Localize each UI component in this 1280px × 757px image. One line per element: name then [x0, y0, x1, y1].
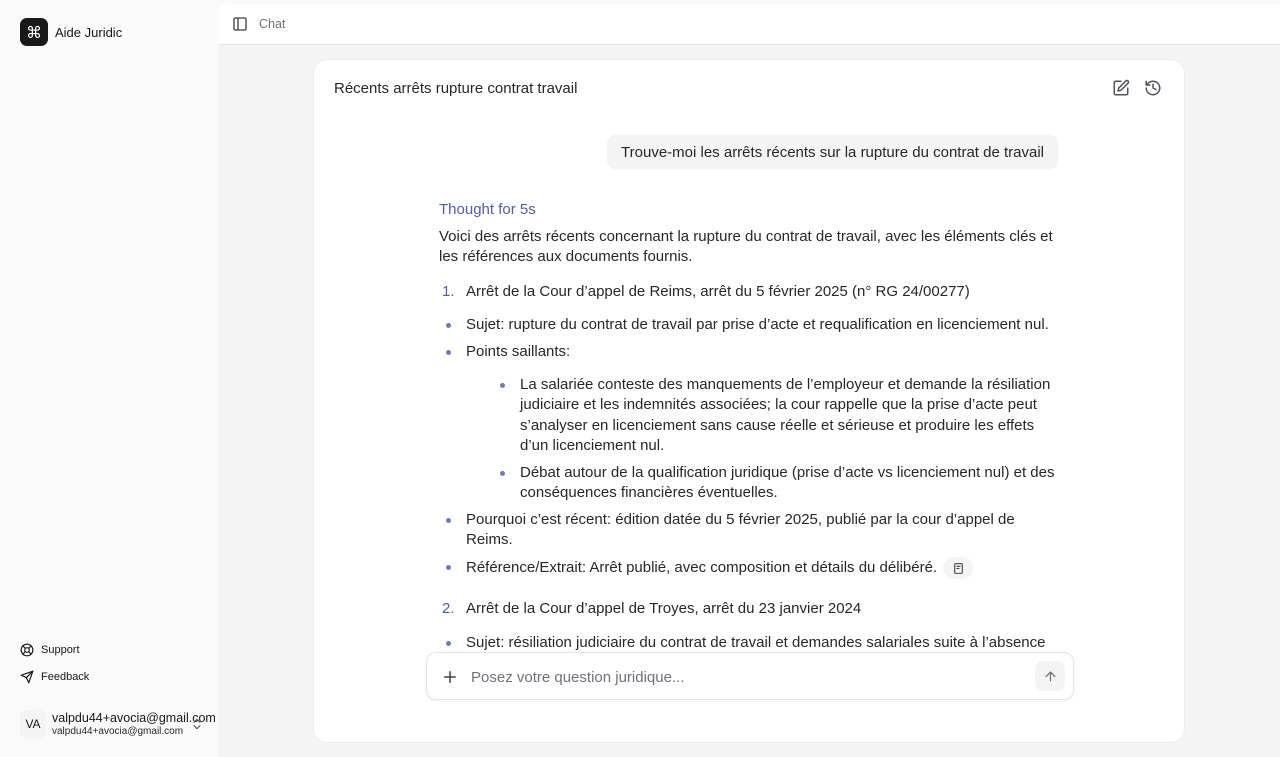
user-email: valpdu44+avocia@gmail.com [52, 726, 184, 737]
item-subject: Sujet: résiliation judiciaire du contrat de travail et demandes salariales suite à l’absence [439, 633, 1059, 674]
item-subject: Sujet: rupture du contrat de travail par prise d’acte et requalification en licenciement nul. [439, 315, 1059, 336]
main-panel [218, 4, 1280, 757]
command-icon: ⌘ [20, 18, 48, 46]
source-button[interactable] [943, 557, 973, 579]
point-item: La salariée conteste des manquements de l’employeur et demande la résiliation judiciaire et les indemnités associées; la cour rappelle que la prise d’acte peut s’analyser en licenciement sans cause réelle et sérieuse et produire les effets d’un licenciement nul. [493, 375, 1059, 457]
conversation-title: Récents arrêts rupture contrat travail [334, 80, 578, 97]
chevrons-up-down-icon [190, 717, 204, 731]
document-icon [952, 562, 965, 575]
list-item [439, 282, 1059, 580]
user-message: Trouve-moi les arrêts récents sur la rupture du contrat de travail [607, 135, 1058, 169]
item-number: 1. [442, 282, 455, 300]
answer-intro: Voici des arrêts récents concernant la rupture du contrat de travail, avec les éléments clés et les références aux documents fournis. [439, 227, 1053, 265]
sidebar-toggle-icon[interactable] [232, 16, 248, 32]
history-icon[interactable] [1144, 79, 1162, 97]
thought-toggle[interactable]: Thought for 5s [439, 201, 536, 218]
point-item: Débat autour de la qualification juridique (prise d’acte vs licenciement nul) et des conséquences financières éventuelles. [493, 463, 1059, 504]
assistant-answer [439, 200, 1059, 707]
chat-card [313, 59, 1185, 743]
feedback-label: Feedback [41, 671, 90, 683]
sidebar [0, 0, 218, 757]
question-input[interactable] [471, 662, 1021, 692]
page-title: Chat [259, 17, 286, 31]
brand-name: Aide Juridic [55, 24, 123, 40]
feedback-link[interactable] [20, 670, 89, 684]
item-number: 2. [442, 600, 455, 617]
item-points-label: Points saillants: [439, 342, 1059, 363]
item-why-recent: Pourquoi c’est récent: édition datée du 5 février 2025, publié par la cour d’appel de Reims. [439, 510, 1059, 551]
user-info [52, 711, 216, 737]
brand[interactable] [20, 18, 122, 46]
edit-icon[interactable] [1112, 79, 1130, 97]
plus-icon[interactable] [441, 668, 459, 686]
lifebuoy-icon [20, 643, 34, 657]
user-name: valpdu44+avocia@gmail.com [52, 711, 216, 725]
send-button[interactable] [1035, 661, 1065, 691]
chat-composer [426, 652, 1074, 700]
topbar [218, 4, 1280, 45]
points-list [493, 375, 1059, 504]
send-icon [20, 670, 34, 684]
support-label: Support [41, 644, 80, 656]
avatar: VA [20, 710, 46, 738]
item-reference: Référence/Extrait: Arrêt publié, avec composition et détails du délibéré. [466, 558, 938, 576]
user-menu[interactable] [20, 707, 216, 741]
item-reference-row [439, 557, 1059, 579]
item-heading: Arrêt de la Cour d’appel de Troyes, arrêt du 23 janvier 2024 [466, 600, 862, 617]
item-heading: Arrêt de la Cour d’appel de Reims, arrêt du 5 février 2025 (n° RG 24/00277) [466, 282, 970, 300]
arrow-up-icon [1043, 669, 1058, 684]
support-link[interactable] [20, 643, 80, 657]
